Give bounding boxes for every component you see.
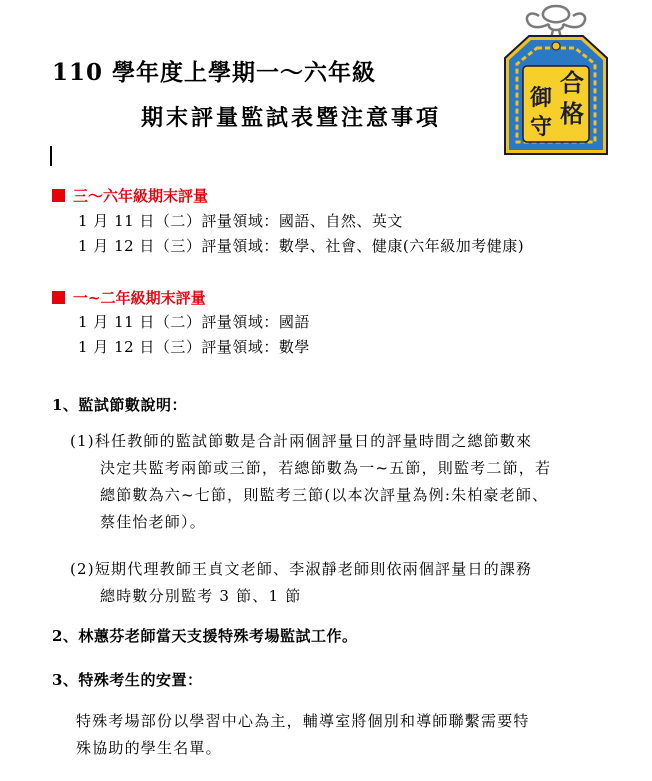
- section-3-line-2: 殊協助的學生名單。: [76, 739, 222, 757]
- section-1-item-1-line-2: 決定共監考兩節或三節，若總節數為一~五節，則監考二節，若: [100, 459, 552, 477]
- section-1-item-1-line-4: 蔡佳怡老師）。: [100, 513, 206, 531]
- section-1-item-1: [70, 428, 590, 536]
- grades-3-6-row-2: 1 月 12 日（三）評量領域：數學、社會、健康(六年級加考健康): [78, 237, 525, 255]
- section-1-item-1-line-3: 總節數為六~七節，則監考三節(以本次評量為例:朱柏豪老師、: [100, 486, 549, 504]
- red-square-bullet-icon: [52, 189, 65, 202]
- section-2-heading: 2、林蕙芬老師當天支援特殊考場監試工作。: [52, 627, 358, 645]
- amulet-char-2: 格: [560, 99, 584, 128]
- grades-3-6-heading-text: 三～六年級期末評量: [73, 187, 209, 205]
- grades-1-2-heading: [52, 287, 206, 308]
- amulet-char-3: 御: [529, 85, 553, 111]
- document-title-line2: 期末評量監試表暨注意事項: [141, 105, 442, 131]
- grades-1-2-row-2: 1 月 12 日（三）評量領域：數學: [78, 338, 310, 356]
- omamori-amulet-image: [493, 2, 619, 160]
- section-1-item-1-line-1: (1)科任教師的監試節數是合計兩個評量日的評量時間之總節數來: [70, 432, 533, 450]
- section-3-heading: 3、特殊考生的安置：: [52, 671, 203, 689]
- grades-3-6-row-1: 1 月 11 日（二）評量領域：國語、自然、英文: [78, 212, 403, 230]
- section-1-item-2-line-2: 總時數分別監考 3 節、1 節: [100, 587, 302, 605]
- grades-1-2-heading-text: 一~二年級期末評量: [73, 289, 206, 307]
- section-3-line-1: 特殊考場部份以學習中心為主，輔導室將個別和導師聯繫需要特: [76, 712, 530, 730]
- red-square-bullet-icon: [52, 291, 65, 304]
- amulet-char-1: 合: [560, 68, 584, 97]
- document-title-line1: 110 學年度上學期一～六年級: [52, 59, 377, 86]
- section-3-body: [76, 708, 596, 762]
- section-1-heading: 1、監試節數說明：: [52, 396, 187, 414]
- amulet-knot: [527, 6, 585, 38]
- grades-1-2-row-1: 1 月 11 日（二）評量領域：國語: [78, 313, 310, 331]
- section-1-item-2: [70, 556, 590, 610]
- section-1-item-2-line-1: (2)短期代理教師王貞文老師、李淑靜老師則依兩個評量日的課務: [70, 560, 533, 578]
- text-cursor: [50, 146, 52, 166]
- grades-3-6-heading: [52, 185, 208, 206]
- amulet-char-4: 守: [529, 114, 553, 140]
